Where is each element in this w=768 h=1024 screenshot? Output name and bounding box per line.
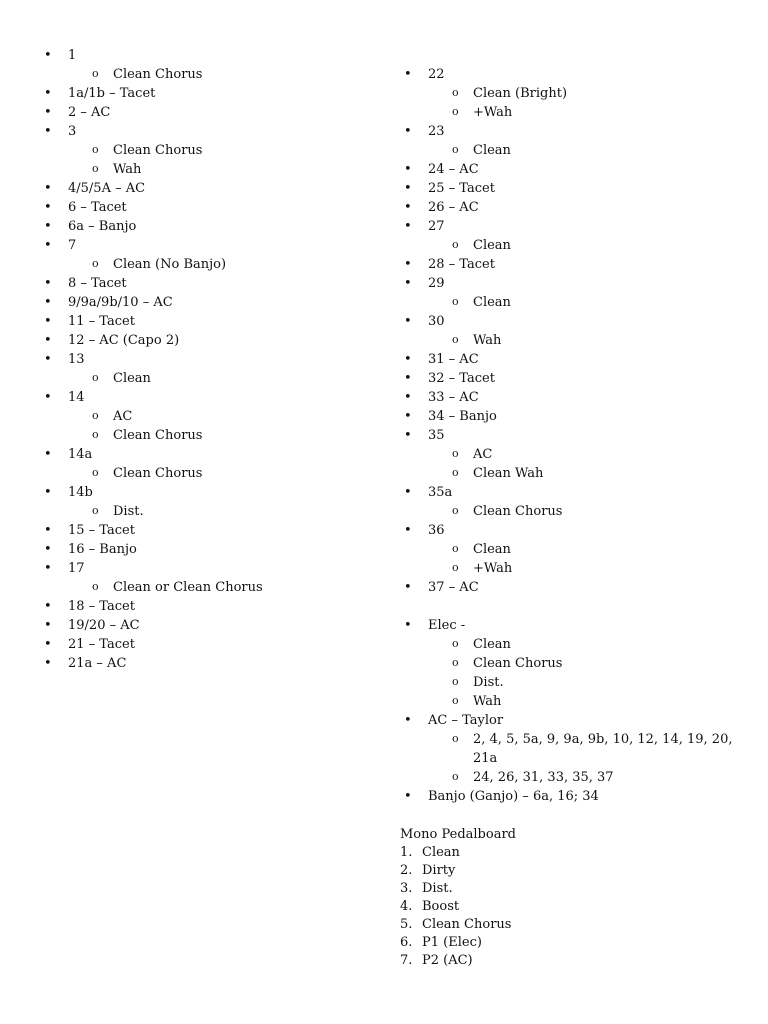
sub-item-clean-chorus: o Clean Chorus: [40, 464, 380, 483]
sub-item-clean: o Clean: [400, 635, 740, 654]
setlist-item-30: • 30: [400, 312, 740, 331]
setlist-item-33-ac: • 33 – AC: [400, 388, 740, 407]
setlist-item-21a-ac: • 21a – AC: [40, 654, 380, 673]
pedal-item-dirty: [400, 862, 740, 880]
sub-item-clean: o Clean: [400, 293, 740, 312]
pedal-number: 7.: [400, 953, 413, 968]
setlist-item-22: • 22: [400, 65, 740, 84]
setlist-item-34-banjo: • 34 – Banjo: [400, 407, 740, 426]
setlist-item-35: • 35: [400, 426, 740, 445]
pedal-label: P1 (Elec): [422, 935, 482, 950]
pedal-label: Dist.: [422, 881, 453, 896]
pedal-number: 4.: [400, 899, 413, 914]
sub-item-clean-chorus: o Clean Chorus: [40, 141, 380, 160]
pedal-item-p2-ac: [400, 952, 740, 970]
setlist-item-6-tacet: • 6 – Tacet: [40, 198, 380, 217]
spacer: [400, 806, 740, 825]
sub-item-clean-chorus: o Clean Chorus: [40, 65, 380, 84]
spacer: [400, 46, 740, 65]
setlist-item-1a-1b-tacet: • 1a/1b – Tacet: [40, 84, 380, 103]
sub-item-clean-chorus: o Clean Chorus: [400, 654, 740, 673]
pedal-item-clean-chorus: [400, 916, 740, 934]
pedal-label: Clean: [422, 845, 460, 860]
sub-item-clean: o Clean: [400, 540, 740, 559]
setlist-item-elec: • Elec -: [400, 616, 740, 635]
sub-item-dist: o Dist.: [400, 673, 740, 692]
setlist-item-24-ac: • 24 – AC: [400, 160, 740, 179]
setlist-item-14: • 14: [40, 388, 380, 407]
setlist-item-14a: • 14a: [40, 445, 380, 464]
pedal-number: 3.: [400, 881, 413, 896]
setlist-item-21-tacet: • 21 – Tacet: [40, 635, 380, 654]
pedal-label: Clean Chorus: [422, 917, 512, 932]
setlist-item-7: • 7: [40, 236, 380, 255]
sub-item-clean-chorus: o Clean Chorus: [400, 502, 740, 521]
setlist-item-32-tacet: • 32 – Tacet: [400, 369, 740, 388]
setlist-item-4-5-5a-ac: • 4/5/5A – AC: [40, 179, 380, 198]
right-column: [400, 46, 740, 970]
setlist-item-35a: • 35a: [400, 483, 740, 502]
sub-item-clean-wah: o Clean Wah: [400, 464, 740, 483]
pedal-number: 2.: [400, 863, 413, 878]
sub-item-clean-or-clean-chorus: o Clean or Clean Chorus: [40, 578, 380, 597]
sub-item-2-4-5-5a-9-9a-9b-10-12-14-19-20-21a: o 2, 4, 5, 5a, 9, 9a, 9b, 10, 12, 14, 19, 20, 21a: [400, 730, 740, 768]
setlist-item-29: • 29: [400, 274, 740, 293]
setlist-item-27: • 27: [400, 217, 740, 236]
setlist-item-13: • 13: [40, 350, 380, 369]
sub-item-clean: o Clean: [40, 369, 380, 388]
sub-item-wah: o Wah: [400, 331, 740, 350]
setlist-item-2-ac: • 2 – AC: [40, 103, 380, 122]
setlist-item-31-ac: • 31 – AC: [400, 350, 740, 369]
sub-item-clean-chorus: o Clean Chorus: [40, 426, 380, 445]
pedal-label: Boost: [422, 899, 460, 914]
pedal-label: P2 (AC): [422, 953, 473, 968]
sub-item-clean-bright: o Clean (Bright): [400, 84, 740, 103]
setlist-item-6a-banjo: • 6a – Banjo: [40, 217, 380, 236]
left-column: [40, 46, 380, 673]
sub-item-clean: o Clean: [400, 141, 740, 160]
pedal-number: 1.: [400, 845, 413, 860]
setlist-item-16-banjo: • 16 – Banjo: [40, 540, 380, 559]
setlist-item-1: • 1: [40, 46, 380, 65]
setlist-item-8-tacet: • 8 – Tacet: [40, 274, 380, 293]
setlist-item-18-tacet: • 18 – Tacet: [40, 597, 380, 616]
setlist-item-28-tacet: • 28 – Tacet: [400, 255, 740, 274]
setlist-item-11-tacet: • 11 – Tacet: [40, 312, 380, 331]
sub-item-ac: o AC: [400, 445, 740, 464]
sub-item-wah: o Wah: [40, 160, 380, 179]
setlist-item-37-ac: • 37 – AC: [400, 578, 740, 597]
sub-item-ac: o AC: [40, 407, 380, 426]
pedal-number: 6.: [400, 935, 413, 950]
setlist-item-14b: • 14b: [40, 483, 380, 502]
setlist-item-banjo-ganjo-6a-16-34: • Banjo (Ganjo) – 6a, 16; 34: [400, 787, 740, 806]
sub-item-24-26-31-33-35-37: o 24, 26, 31, 33, 35, 37: [400, 768, 740, 787]
pedal-label: Dirty: [422, 863, 456, 878]
setlist-item-3: • 3: [40, 122, 380, 141]
pedal-item-clean: [400, 844, 740, 862]
sub-item-wah: o +Wah: [400, 103, 740, 122]
pedal-number: 5.: [400, 917, 413, 932]
setlist-item-12-ac-capo-2: • 12 – AC (Capo 2): [40, 331, 380, 350]
sub-item-wah: o Wah: [400, 692, 740, 711]
setlist-item-9-9a-9b-10-ac: • 9/9a/9b/10 – AC: [40, 293, 380, 312]
setlist-item-15-tacet: • 15 – Tacet: [40, 521, 380, 540]
pedal-item-dist: [400, 880, 740, 898]
setlist-item-17: • 17: [40, 559, 380, 578]
setlist-item-36: • 36: [400, 521, 740, 540]
setlist-item-26-ac: • 26 – AC: [400, 198, 740, 217]
setlist-item-23: • 23: [400, 122, 740, 141]
spacer: [400, 597, 740, 616]
setlist-item-25-tacet: • 25 – Tacet: [400, 179, 740, 198]
sub-item-clean-no-banjo: o Clean (No Banjo): [40, 255, 380, 274]
pedal-item-p1-elec: [400, 934, 740, 952]
pedal-item-boost: [400, 898, 740, 916]
setlist-item-19-20-ac: • 19/20 – AC: [40, 616, 380, 635]
sub-item-clean: o Clean: [400, 236, 740, 255]
sub-item-dist: o Dist.: [40, 502, 380, 521]
sub-item-wah: o +Wah: [400, 559, 740, 578]
setlist-item-ac-taylor: • AC – Taylor: [400, 711, 740, 730]
pedalboard-title: Mono Pedalboard: [400, 827, 516, 842]
